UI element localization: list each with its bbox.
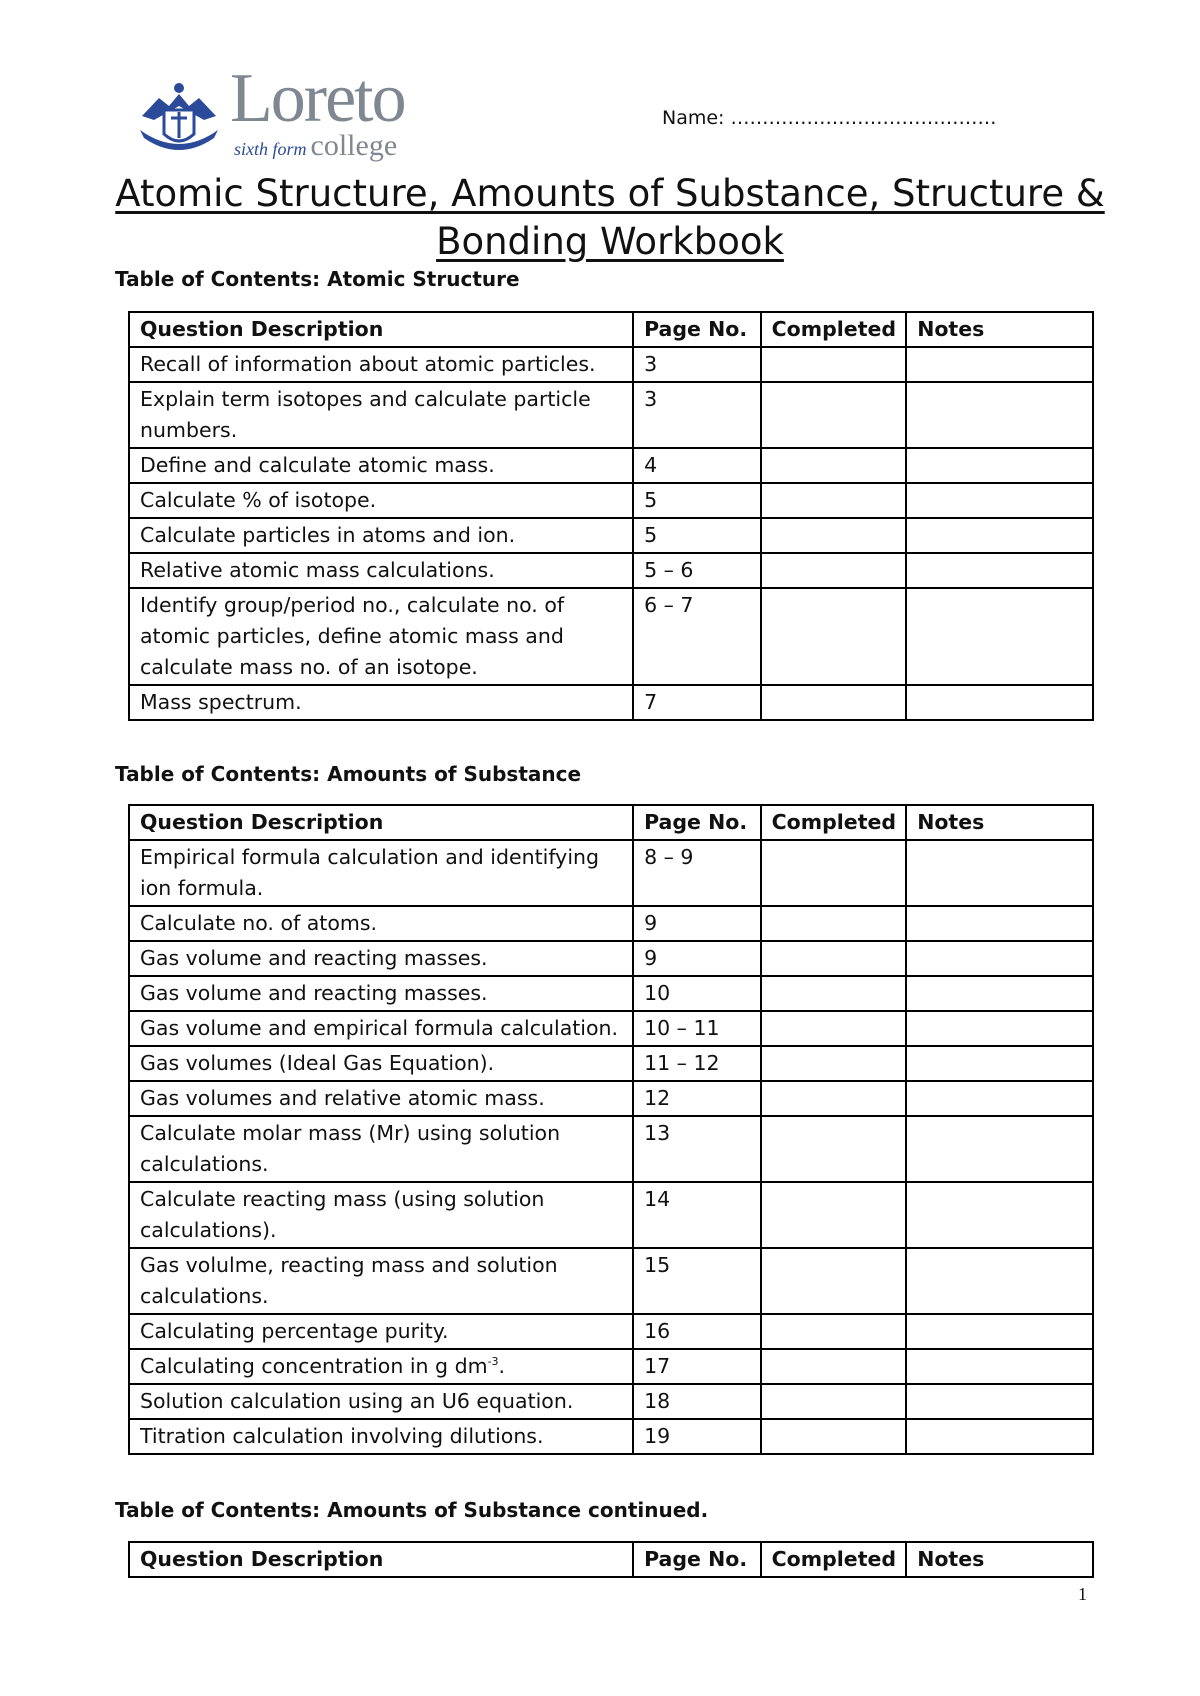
question-description-cell <box>129 1314 633 1349</box>
question-description: Calculating concentration in g dm <box>140 1354 488 1378</box>
table-row <box>129 1011 1093 1046</box>
table-row <box>129 1314 1093 1349</box>
page-title: Atomic Structure, Amounts of Substance, Structure & Bonding Workbook <box>115 172 1105 263</box>
completed-cell[interactable] <box>761 1011 907 1046</box>
table-row <box>129 685 1093 720</box>
completed-cell[interactable] <box>761 448 907 483</box>
notes-cell[interactable] <box>906 1081 1093 1116</box>
section-heading-amounts-continued: Table of Contents: Amounts of Substance continued. <box>115 1498 709 1522</box>
notes-cell[interactable] <box>906 448 1093 483</box>
page-number-cell: 17 <box>633 1349 761 1384</box>
table-row <box>129 448 1093 483</box>
column-header-completed: Completed <box>761 805 907 840</box>
page-number-cell: 5 <box>633 483 761 518</box>
table-row <box>129 1349 1093 1384</box>
completed-cell[interactable] <box>761 518 907 553</box>
page-number-cell: 16 <box>633 1314 761 1349</box>
page-number-cell: 4 <box>633 448 761 483</box>
table-row <box>129 347 1093 382</box>
question-description-cell <box>129 553 633 588</box>
question-description-cell <box>129 1046 633 1081</box>
logo-wordmark: Loreto <box>230 60 405 137</box>
page-number-cell: 3 <box>633 382 761 448</box>
column-header-description: Question Description <box>129 312 633 347</box>
column-header-description: Question Description <box>129 1542 633 1577</box>
column-header-page: Page No. <box>633 805 761 840</box>
question-description: Explain term isotopes and calculate particle numbers. <box>140 387 591 442</box>
table-row <box>129 1182 1093 1248</box>
section-heading-atomic-structure: Table of Contents: Atomic Structure <box>115 267 520 291</box>
notes-cell[interactable] <box>906 382 1093 448</box>
completed-cell[interactable] <box>761 1419 907 1454</box>
table-row <box>129 518 1093 553</box>
page-number-cell: 6 – 7 <box>633 588 761 685</box>
question-description-cell <box>129 518 633 553</box>
completed-cell[interactable] <box>761 941 907 976</box>
question-description: Calculate reacting mass (using solution calculations). <box>140 1187 545 1242</box>
logo-college-text: college <box>310 129 398 162</box>
question-description: Define and calculate atomic mass. <box>140 453 495 477</box>
column-header-notes: Notes <box>906 312 1093 347</box>
question-description: Gas volume and reacting masses. <box>140 981 488 1005</box>
table-row <box>129 1419 1093 1454</box>
question-description-cell <box>129 347 633 382</box>
page-number-cell: 12 <box>633 1081 761 1116</box>
table-row <box>129 1384 1093 1419</box>
question-description-cell <box>129 1182 633 1248</box>
column-header-completed: Completed <box>761 1542 907 1577</box>
table-row <box>129 976 1093 1011</box>
question-description: Gas volulme, reacting mass and solution calculations. <box>140 1253 558 1308</box>
notes-cell[interactable] <box>906 1314 1093 1349</box>
completed-cell[interactable] <box>761 1116 907 1182</box>
table-row <box>129 941 1093 976</box>
question-description-cell <box>129 588 633 685</box>
column-header-page: Page No. <box>633 312 761 347</box>
table-row <box>129 483 1093 518</box>
question-description-cell <box>129 1419 633 1454</box>
completed-cell[interactable] <box>761 1248 907 1314</box>
page-number-cell: 3 <box>633 347 761 382</box>
question-description-cell <box>129 941 633 976</box>
column-header-completed: Completed <box>761 312 907 347</box>
superscript: -3 <box>487 1355 499 1369</box>
question-description: Recall of information about atomic particles. <box>140 352 596 376</box>
page-number-cell: 13 <box>633 1116 761 1182</box>
page-number-cell: 18 <box>633 1384 761 1419</box>
question-description-cell <box>129 685 633 720</box>
question-description-cell <box>129 448 633 483</box>
table-row <box>129 1248 1093 1314</box>
question-description: Identify group/period no., calculate no. of atomic particles, define atomic mass and calculate mass no. of an isotope. <box>140 593 565 679</box>
completed-cell[interactable] <box>761 382 907 448</box>
page-number-cell: 9 <box>633 941 761 976</box>
completed-cell[interactable] <box>761 1349 907 1384</box>
table-header-row <box>129 312 1093 347</box>
notes-cell[interactable] <box>906 685 1093 720</box>
logo-subtitle-text: sixth form <box>234 139 307 159</box>
table-row <box>129 840 1093 906</box>
completed-cell[interactable] <box>761 588 907 685</box>
notes-cell[interactable] <box>906 1116 1093 1182</box>
completed-cell[interactable] <box>761 483 907 518</box>
question-description-cell <box>129 1349 633 1384</box>
table-row <box>129 382 1093 448</box>
question-description-cell <box>129 1248 633 1314</box>
page-number-cell: 7 <box>633 685 761 720</box>
completed-cell[interactable] <box>761 347 907 382</box>
notes-cell[interactable] <box>906 483 1093 518</box>
question-description-cell <box>129 382 633 448</box>
college-logo <box>134 60 414 162</box>
completed-cell[interactable] <box>761 906 907 941</box>
question-description: Calculate % of isotope. <box>140 488 377 512</box>
completed-cell[interactable] <box>761 976 907 1011</box>
toc-body-amounts-of-substance <box>129 840 1093 1454</box>
completed-cell[interactable] <box>761 553 907 588</box>
notes-cell[interactable] <box>906 1349 1093 1384</box>
notes-cell[interactable] <box>906 906 1093 941</box>
table-header-row <box>129 1542 1093 1577</box>
notes-cell[interactable] <box>906 1384 1093 1419</box>
question-description-cell <box>129 1011 633 1046</box>
page-number: 1 <box>1078 1584 1087 1604</box>
table-row <box>129 906 1093 941</box>
notes-cell[interactable] <box>906 518 1093 553</box>
column-header-notes: Notes <box>906 1542 1093 1577</box>
column-header-description: Question Description <box>129 805 633 840</box>
table-row <box>129 588 1093 685</box>
question-description-cell <box>129 483 633 518</box>
question-description-cell <box>129 1116 633 1182</box>
notes-cell[interactable] <box>906 553 1093 588</box>
question-description-cell <box>129 840 633 906</box>
notes-cell[interactable] <box>906 1182 1093 1248</box>
question-description: Gas volume and reacting masses. <box>140 946 488 970</box>
question-description: Titration calculation involving dilutions. <box>140 1424 544 1448</box>
page-number-cell: 5 <box>633 518 761 553</box>
column-header-notes: Notes <box>906 805 1093 840</box>
completed-cell[interactable] <box>761 840 907 906</box>
toc-body-atomic-structure <box>129 347 1093 720</box>
toc-table-amounts-of-substance <box>128 804 1094 1455</box>
completed-cell[interactable] <box>761 685 907 720</box>
notes-cell[interactable] <box>906 1419 1093 1454</box>
toc-table-amounts-continued <box>128 1541 1094 1578</box>
question-description: Solution calculation using an U6 equation. <box>140 1389 574 1413</box>
completed-cell[interactable] <box>761 1182 907 1248</box>
question-description: Gas volumes and relative atomic mass. <box>140 1086 545 1110</box>
completed-cell[interactable] <box>761 1046 907 1081</box>
question-description: Mass spectrum. <box>140 690 302 714</box>
page-number-cell: 15 <box>633 1248 761 1314</box>
table-row <box>129 1116 1093 1182</box>
completed-cell[interactable] <box>761 1384 907 1419</box>
question-description-cell <box>129 976 633 1011</box>
page-number-cell: 8 – 9 <box>633 840 761 906</box>
question-description: Calculate no. of atoms. <box>140 911 378 935</box>
table-row <box>129 1046 1093 1081</box>
column-header-page: Page No. <box>633 1542 761 1577</box>
question-description-end: . <box>498 1354 506 1378</box>
question-description: Gas volume and empirical formula calculation. <box>140 1016 619 1040</box>
toc-table-atomic-structure <box>128 311 1094 721</box>
notes-cell[interactable] <box>906 1248 1093 1314</box>
question-description: Relative atomic mass calculations. <box>140 558 495 582</box>
table-row <box>129 1081 1093 1116</box>
notes-cell[interactable] <box>906 976 1093 1011</box>
crest-icon <box>134 76 224 156</box>
page-number-cell: 19 <box>633 1419 761 1454</box>
page-number-cell: 9 <box>633 906 761 941</box>
question-description: Calculate particles in atoms and ion. <box>140 523 516 547</box>
question-description: Calculate molar mass (Mr) using solution calculations. <box>140 1121 561 1176</box>
page-number-cell: 14 <box>633 1182 761 1248</box>
notes-cell[interactable] <box>906 347 1093 382</box>
table-row <box>129 553 1093 588</box>
notes-cell[interactable] <box>906 1011 1093 1046</box>
question-description: Empirical formula calculation and identifying ion formula. <box>140 845 600 900</box>
section-heading-amounts-of-substance: Table of Contents: Amounts of Substance <box>115 762 582 786</box>
page-number-cell: 11 – 12 <box>633 1046 761 1081</box>
table-header-row <box>129 805 1093 840</box>
page-number-cell: 10 – 11 <box>633 1011 761 1046</box>
notes-cell[interactable] <box>906 840 1093 906</box>
question-description-cell <box>129 1384 633 1419</box>
question-description-cell <box>129 906 633 941</box>
notes-cell[interactable] <box>906 1046 1093 1081</box>
name-field[interactable]: Name: …………………………………… <box>662 107 997 129</box>
completed-cell[interactable] <box>761 1314 907 1349</box>
question-description: Calculating percentage purity. <box>140 1319 449 1343</box>
page-number-cell: 5 – 6 <box>633 553 761 588</box>
notes-cell[interactable] <box>906 941 1093 976</box>
question-description: Gas volumes (Ideal Gas Equation). <box>140 1051 495 1075</box>
completed-cell[interactable] <box>761 1081 907 1116</box>
logo-subtitle <box>234 129 397 163</box>
page-number-cell: 10 <box>633 976 761 1011</box>
notes-cell[interactable] <box>906 588 1093 685</box>
question-description-cell <box>129 1081 633 1116</box>
